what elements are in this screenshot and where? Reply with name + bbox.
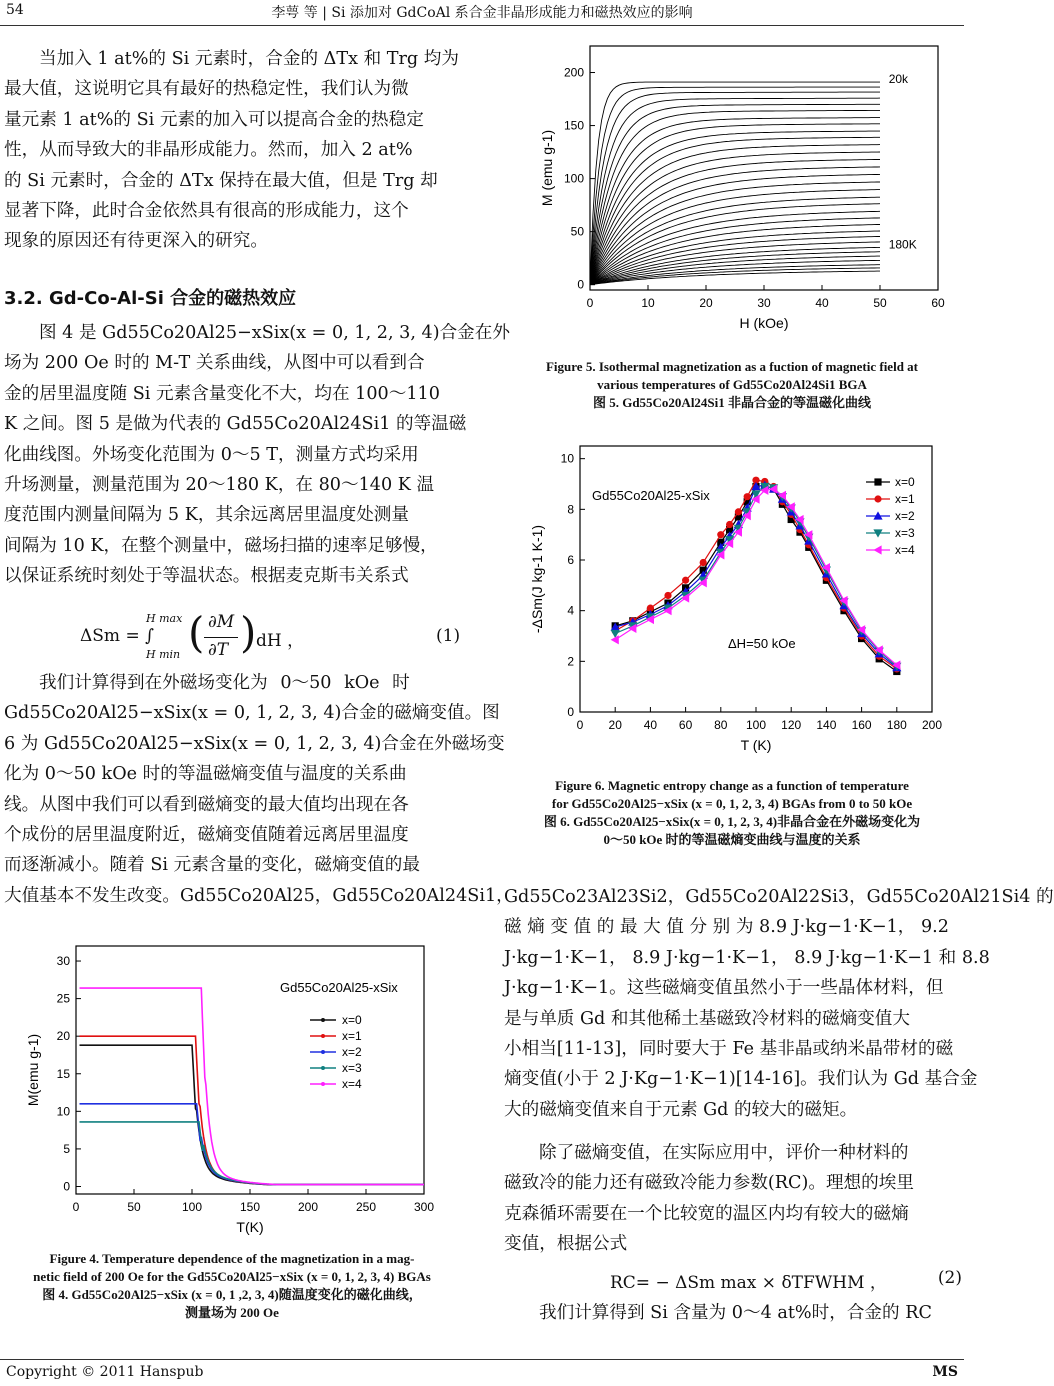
paragraph-entropy-values <box>504 882 1054 1125</box>
text-line: 量元素 1 at%的 Si 元素的加入可以提高合金的热稳定 <box>4 109 424 130</box>
x-tick-label: 160 <box>851 718 872 732</box>
text-line: J·kg−1·K−1。这些磁熵变值虽然小于一些晶体材料，但 <box>504 978 944 999</box>
isotherm-line <box>590 218 880 285</box>
x-tick-label: 60 <box>931 296 945 310</box>
data-point-x=1 <box>717 531 724 538</box>
legend-marker <box>321 1066 325 1070</box>
text-line: 除了磁熵变值，在实际应用中，评价一种材料的 <box>539 1143 909 1163</box>
paragraph-thermal-stability <box>4 44 460 257</box>
isotherm-line <box>590 137 880 284</box>
x-tick-label: 40 <box>643 718 658 732</box>
x-tick-label: 80 <box>714 718 728 732</box>
caption-line: Figure 5. Isothermal magnetization as a fuction of magnetic field at <box>545 359 919 374</box>
caption-line: 测量场为 200 Oe <box>185 1305 279 1320</box>
eq1-paren-right: ) <box>240 608 257 657</box>
legend-label: x=3 <box>895 526 915 540</box>
text-line: 的 Si 元素时，合金的 ΔTx 保持在最大值，但是 Trg 却 <box>4 170 438 191</box>
y-tick-label: 100 <box>563 171 584 186</box>
legend-label: x=1 <box>342 1029 362 1043</box>
y-tick-label: 150 <box>563 118 584 133</box>
legend-label: x=0 <box>342 1013 362 1027</box>
legend-label: x=4 <box>895 543 915 557</box>
x-tick-label: 20 <box>608 718 622 732</box>
eq1-number: (1) <box>436 626 461 646</box>
legend-marker <box>874 478 881 485</box>
x-axis-label: T (K) <box>740 737 772 753</box>
y-axis-label: -ΔSm(J kg-1 K-1) <box>529 524 545 634</box>
figure-4-chart <box>20 940 440 1245</box>
text-line: 熵变值(小于 2 J·Kg−1·K−1)[14-16]。我们认为 Gd 基合金 <box>504 1069 978 1090</box>
isotherm-line <box>590 87 880 285</box>
text-line: 度范围内测量间隔为 5 K，其余远离居里温度处测量 <box>4 505 409 526</box>
y-tick-label: 25 <box>56 991 70 1006</box>
text-line: 大值基本不发生改变。Gd55Co20Al25，Gd55Co20Al24Si1， <box>4 885 514 906</box>
y-tick-label: 20 <box>56 1029 70 1044</box>
paragraph-rc <box>504 1138 962 1260</box>
x-tick-label: 50 <box>127 1200 141 1214</box>
caption-line: netic field of 200 Oe for the Gd55Co20Al25−xSix (x = 0, 1, 2, 3, 4) BGAs <box>33 1269 431 1284</box>
isotherm-line <box>590 92 880 285</box>
isotherm-line <box>590 265 880 285</box>
text-line: 变值，根据公式 <box>504 1234 628 1255</box>
text-line: 小相当[11-13]，同时要大于 Fe 基非晶或纳米晶带材的磁 <box>504 1039 954 1060</box>
text-line: 场为 200 Oe 时的 M-T 关系曲线，从图中可以看到合 <box>4 353 425 374</box>
x-tick-label: 300 <box>413 1200 435 1214</box>
text-line: 当加入 1 at%的 Si 元素时，合金的 ΔTx 和 Trg 均为 <box>39 49 459 69</box>
text-line: 而逐渐减小。随着 Si 元素含量的变化，磁熵变值的最 <box>4 855 420 876</box>
x-tick-label: 150 <box>239 1200 261 1214</box>
data-point-x=1 <box>744 493 751 500</box>
chart-title: Gd55Co20Al25-xSix <box>280 980 398 995</box>
y-tick-label: 0 <box>577 277 584 292</box>
legend-label: x=4 <box>342 1077 362 1091</box>
y-tick-label: 10 <box>560 451 574 466</box>
isotherm-line <box>590 190 880 285</box>
page-number: 54 <box>6 2 24 18</box>
x-tick-label: 250 <box>355 1200 377 1214</box>
text-line: 是与单质 Gd 和其他稀土基磁致冷材料的磁熵变值大 <box>504 1008 910 1029</box>
figure-4-caption <box>4 1250 460 1322</box>
caption-line: various temperatures of Gd55Co20Al24Si1 BGA <box>597 377 867 392</box>
x-tick-label: 120 <box>781 718 802 732</box>
journal-code: MS <box>932 1364 958 1380</box>
text-line: 个成份的居里温度附近，磁熵变值随着远离居里温度 <box>4 825 409 846</box>
copyright: Copyright © 2011 Hanspub <box>6 1364 204 1380</box>
x-tick-label: 200 <box>921 718 943 732</box>
text-line: 大的磁熵变值来自于元素 Gd 的较大的磁矩。 <box>504 1099 858 1120</box>
x-tick-label: 100 <box>181 1200 203 1214</box>
equation-1 <box>80 610 460 666</box>
text-line: 金的居里温度随 Si 元素含量变化不大，均在 100～110 <box>4 383 440 404</box>
eq1-upper-limit: H max <box>146 612 183 625</box>
y-tick-label: 30 <box>56 954 70 969</box>
series-line-x=2 <box>80 1104 425 1185</box>
series-line-x=0 <box>80 1045 425 1184</box>
legend-marker <box>873 545 881 554</box>
x-tick-label: 50 <box>873 296 887 310</box>
text-line: 6 为 Gd55Co20Al25−xSix(x = 0, 1, 2, 3, 4)合金在外磁场变 <box>4 733 505 754</box>
isotherm-line <box>590 124 880 285</box>
section-title: 3.2. Gd-Co-Al-Si 合金的磁热效应 <box>4 288 297 309</box>
text-line: J·kg−1·K−1， 8.9 J·kg−1·K−1， 8.9 J·kg−1·K−1 和 8.8 <box>504 947 990 968</box>
x-tick-label: 40 <box>815 296 829 310</box>
y-tick-label: 6 <box>567 553 574 567</box>
legend-marker <box>321 1082 325 1086</box>
x-tick-label: 10 <box>641 296 655 310</box>
caption-line: 图 4. Gd55Co20Al25−xSix (x = 0, 1 ,2, 3, 4)随温度变化的磁化曲线， <box>42 1287 422 1302</box>
legend-marker <box>321 1050 325 1054</box>
text-line: 图 4 是 Gd55Co20Al25−xSix(x = 0, 1, 2, 3, 4)合金在外 <box>39 323 510 343</box>
figure-5-caption <box>500 358 964 412</box>
chart-title: Gd55Co20Al25-xSix <box>592 488 710 503</box>
text-line: 化为 0～50 kOe 时的等温磁熵变值与温度的关系曲 <box>4 764 407 785</box>
text-line: 以保证系统时刻处于等温状态。根据麦克斯韦关系式 <box>4 566 409 587</box>
caption-line: 图 5. Gd55Co20Al24Si1 非晶合金的等温磁化曲线 <box>592 395 872 410</box>
eq1-lhs: ΔSm = ∫ <box>80 626 154 646</box>
eq2-number: (2) <box>937 1268 962 1288</box>
text-line: 间隔为 10 K，在整个测量中，磁场扫描的速率足够慢， <box>4 535 438 556</box>
y-tick-label: 50 <box>570 224 584 239</box>
data-point-x=1 <box>735 508 742 515</box>
text-line: 现象的原因还有待更深入的研究。 <box>4 231 268 252</box>
text-line: Gd55Co20Al25−xSix(x = 0, 1, 2, 3, 4)合金的磁熵变值。图 <box>4 703 500 724</box>
isotherm-line <box>590 256 880 285</box>
legend-label: x=0 <box>895 475 915 489</box>
text-line: 克森循环需要在一个比较宽的温区内均有较大的磁熵 <box>504 1203 909 1224</box>
legend-label: x=1 <box>895 492 915 506</box>
legend-marker <box>321 1034 325 1038</box>
annotation-180k: 180K <box>888 237 917 252</box>
y-tick-label: 0 <box>567 705 574 719</box>
text-line: 化曲线图。外场变化范围为 0～5 T，测量方式均采用 <box>4 444 419 465</box>
series-line-x=4 <box>80 988 425 1185</box>
caption-line: Figure 6. Magnetic entropy change as a function of temperature <box>555 778 909 793</box>
header-rule <box>0 25 964 26</box>
data-point-x=1 <box>682 577 689 584</box>
text-line: 我们计算得到 Si 含量为 0～4 at%时，合金的 RC <box>539 1303 932 1323</box>
text-line: 性，从而导致大的非晶形成能力。然而，加入 2 at% <box>4 140 413 161</box>
y-tick-label: 5 <box>63 1141 70 1156</box>
text-line: 磁 熵 变 值 的 最 大 值 分 别 为 8.9 J·kg−1·K−1， 9.2 <box>504 917 949 938</box>
figure-6-caption <box>500 777 964 849</box>
eq1-denominator: ∂T <box>208 640 229 660</box>
y-tick-label: 15 <box>56 1066 70 1081</box>
figure-5-chart <box>518 40 948 350</box>
text-line: 最大值，这说明它具有最好的热稳定性，我们认为微 <box>4 79 409 100</box>
text-line: 显著下降，此时合金依然具有很高的形成能力，这个 <box>4 201 409 222</box>
text-line: Gd55Co23Al23Si2，Gd55Co20Al22Si3，Gd55Co20Al21Si4 的 <box>504 887 1054 907</box>
legend-marker <box>874 495 881 502</box>
x-tick-label: 60 <box>678 718 693 732</box>
annotation-20k: 20k <box>888 72 909 87</box>
series-line-x=1 <box>80 1036 425 1184</box>
series-line-x=3 <box>80 1122 425 1185</box>
x-tick-label: 30 <box>757 296 771 310</box>
y-axis-label: M(emu g-1) <box>25 1033 41 1107</box>
legend-label: x=3 <box>342 1061 362 1075</box>
text-line: 我们计算得到在外磁场变化为 0～50 kOe 时 <box>39 673 410 693</box>
caption-line: Figure 4. Temperature dependence of the magnetization in a mag- <box>49 1251 415 1266</box>
y-axis-label: M (emu g-1) <box>539 129 555 207</box>
x-tick-label: 200 <box>297 1200 319 1214</box>
data-point-x=1 <box>664 592 671 599</box>
x-axis-label: H (kOe) <box>739 315 789 331</box>
caption-line: 0～50 kOe 时的等温磁熵变曲线与温度的关系 <box>603 832 861 847</box>
eq1-lower-limit: H min <box>146 648 181 661</box>
text-line: 升场测量，测量范围为 20～180 K，在 80～140 K 温 <box>4 475 435 496</box>
x-tick-label: 0 <box>576 718 584 732</box>
text-line: 磁致冷的能力还有磁致冷能力参数(RC)。理想的埃里 <box>504 1173 914 1194</box>
x-tick-label: 0 <box>72 1200 80 1214</box>
y-tick-label: 0 <box>63 1179 70 1194</box>
field-annotation: ΔH=50 kOe <box>728 636 796 651</box>
x-tick-label: 100 <box>745 718 767 732</box>
footer-rule <box>0 1359 964 1360</box>
x-tick-label: 180 <box>886 718 907 732</box>
isotherm-line <box>590 118 880 285</box>
x-tick-label: 140 <box>816 718 837 732</box>
equation-2 <box>610 1268 962 1293</box>
eq1-fraction-bar <box>204 637 238 638</box>
paragraph-mt-curves <box>4 318 510 592</box>
text-line: K 之间。图 5 是做为代表的 Gd55Co20Al24Si1 的等温磁 <box>4 414 467 435</box>
eq1-paren-left: ( <box>188 608 205 657</box>
data-point-x=1 <box>726 521 733 528</box>
data-point-x=1 <box>700 559 707 566</box>
eq2-text: RC= − ΔSm max × δTFWHM ， <box>610 1273 887 1293</box>
paragraph-rc-result <box>504 1298 962 1328</box>
y-tick-label: 10 <box>56 1104 70 1119</box>
y-tick-label: 200 <box>563 65 584 80</box>
x-tick-label: 0 <box>586 296 594 310</box>
caption-line: for Gd55Co20Al25−xSix (x = 0, 1, 2, 3, 4) BGAs from 0 to 50 kOe <box>551 796 913 811</box>
y-tick-label: 8 <box>567 502 574 517</box>
figure-6-chart <box>518 440 948 765</box>
y-tick-label: 4 <box>567 603 574 618</box>
eq1-tail: dH ， <box>256 631 305 651</box>
y-tick-label: 2 <box>567 654 574 669</box>
running-title: 李萼 等 | Si 添加对 GdCoAl 系合金非晶形成能力和磁热效应的影响 <box>271 5 693 21</box>
eq1-numerator: ∂M <box>208 612 235 632</box>
caption-line: 图 6. Gd55Co20Al25−xSix(x = 0, 1, 2, 3, 4)非晶合金在外磁场变化为 <box>543 814 921 829</box>
paragraph-entropy <box>4 668 514 911</box>
isotherm-line <box>590 268 880 285</box>
text-line: 线。从图中我们可以看到磁熵变的最大值均出现在各 <box>4 794 409 815</box>
legend-marker <box>321 1018 325 1022</box>
x-axis-label: T(K) <box>236 1219 264 1235</box>
legend-label: x=2 <box>895 509 915 523</box>
legend-label: x=2 <box>342 1045 362 1059</box>
x-tick-label: 20 <box>699 296 713 310</box>
isotherm-line <box>590 271 880 285</box>
